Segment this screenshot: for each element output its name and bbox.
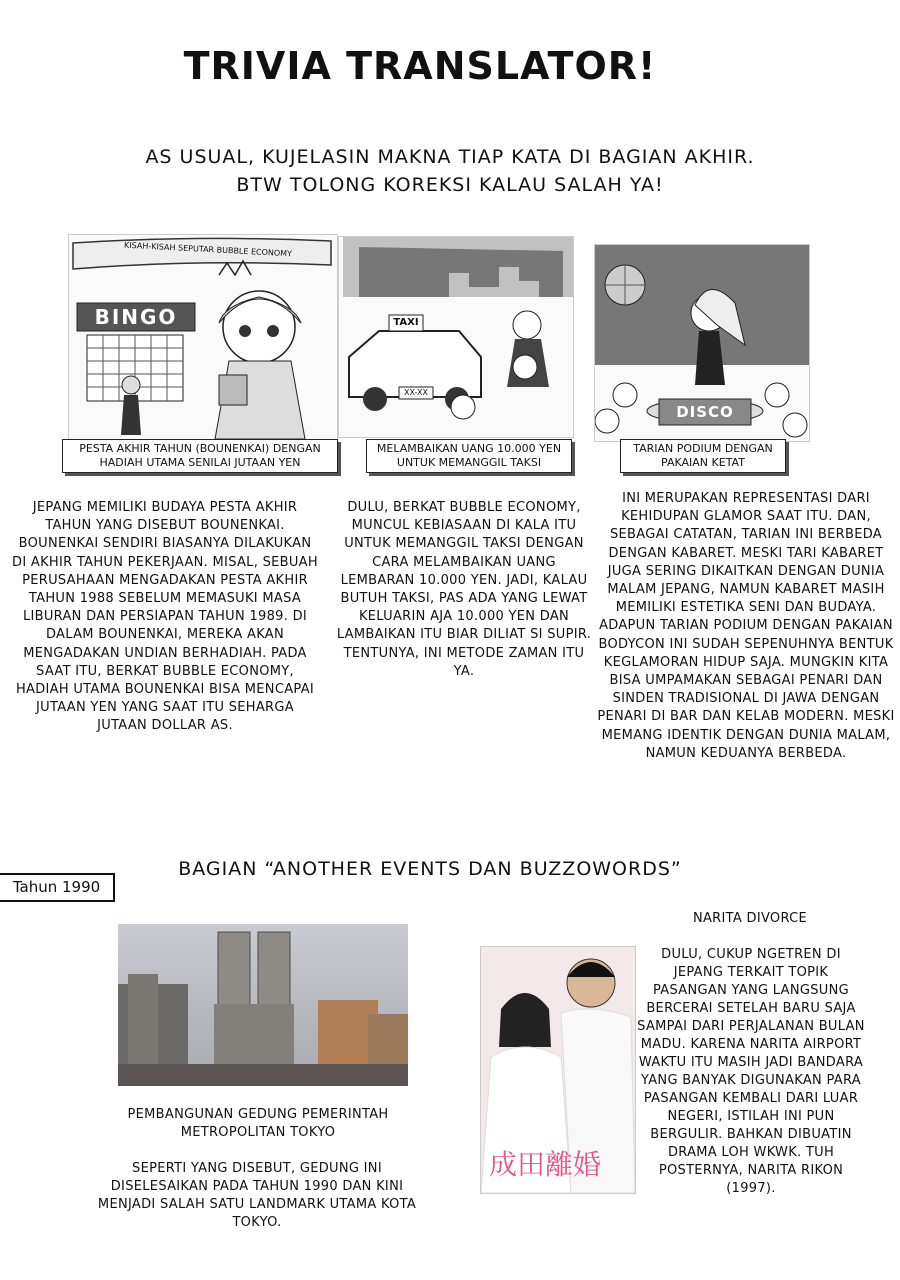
panel-caption-bingo: PESTA AKHIR TAHUN (BOUNENKAI) DENGAN HADIAH UTAMA SENILAI JUTAAN YEN (62, 439, 338, 473)
text-disco: INI MERUPAKAN REPRESENTASI DARI KEHIDUPAN GLAMOR SAAT ITU. DAN, SEBAGAI CATATAN, TARIAN INI BERBEDA DENGAN KABARET. MESKI TARI KABARET JUGA SERING DIKAITKAN DENGAN DUNIA MALAM JEPANG, NAMUN KABARET MASIH MEMILIKI ESTETIKA SENI DAN BUDAYA. ADAPUN TARIAN PODIUM DENGAN PAKAIAN BODYCON INI SUDAH SEPENUHNYA BENTUK KEGLAMORAN HIDUP SAJA. MUNGKIN KITA BISA UMPAMAKAN SEBAGAI PENARI DAN SINDEN TRADISIONAL DI JAWA DENGAN PENARI DI BAR DAN KELAB MODERN. MESKI MEMANG IDENTIK DENGAN DUNIA MALAM, NAMUN KEDUANYA BERBEDA. (597, 491, 895, 761)
subtitle (0, 143, 900, 199)
disco-sign: DISCO (676, 403, 734, 421)
panel-caption-disco: TARIAN PODIUM DENGAN PAKAIAN KETAT (620, 439, 786, 473)
taxi-plate: XX-XX (403, 388, 428, 397)
narita-divorce-text: DULU, CUKUP NGETREN DI JEPANG TERKAIT TOPIK PASANGAN YANG LANGSUNG BERCERAI SETELAH BARU SAJA SAMPAI DARI PERJALANAN BULAN MADU. KARENA NARITA AIRPORT WAKTU ITU MASIH JADI BANDARA YANG BANYAK DIGUNAKAN PARA PASANGAN KEMBALI DARI LUAR NEGERI, ISTILAH INI PUN BERGULIR. BAHKAN DIBUATIN DRAMA LOH WKWK. TUH POSTERNYA, NARITA RIKON (1997). (637, 947, 865, 1196)
taxi-illustration (339, 237, 573, 437)
narita-rikon-poster (480, 946, 636, 1194)
bingo-sign: BINGO (94, 305, 178, 329)
panel-banner: KISAH-KISAH SEPUTAR BUBBLE ECONOMY (123, 240, 293, 259)
panel-disco-illustration (594, 244, 810, 442)
panel-caption-taxi: MELAMBAIKAN UANG 10.000 YEN UNTUK MEMANGGIL TAKSI (366, 439, 572, 473)
tokyo-building-title: PEMBANGUNAN GEDUNG PEMERINTAH METROPOLITAN TOKYO (127, 1107, 389, 1140)
year-label: Tahun 1990 (0, 873, 115, 902)
panel-taxi-illustration (338, 236, 574, 438)
bingo-illustration (69, 235, 337, 445)
tokyo-building-photo (118, 924, 408, 1086)
panel-bingo-illustration (68, 234, 338, 446)
tokyo-building-text: SEPERTI YANG DISEBUT, GEDUNG INI DISELESAIKAN PADA TAHUN 1990 DAN KINI MENJADI SALAH SATU LANDMARK UTAMA KOTA TOKYO. (97, 1161, 417, 1230)
section-heading: BAGIAN “ANOTHER EVENTS DAN BUZZOWORDS” (178, 858, 682, 880)
text-bounenkai: JEPANG MEMILIKI BUDAYA PESTA AKHIR TAHUN YANG DISEBUT BOUNENKAI. BOUNENKAI SENDIRI BIASANYA DILAKUKAN DI AKHIR TAHUN PEKERJAAN. MISAL, SEBUAH PERUSAHAAN MENGADAKAN PESTA AKHIR TAHUN 1988 SEBELUM MEMASUKI MASA LIBURAN DAN PERSIAPAN TAHUN 1989. DI DALAM BOUNENKAI, MEREKA AKAN MENGADAKAN UNDIAN BERHADIAH. PADA SAAT ITU, BERKAT BUBBLE ECONOMY, HADIAH UTAMA BOUNENKAI BISA MENCAPAI JUTAAN YEN YANG SAAT ITU SEHARGA JUTAAN DOLLAR AS. (12, 500, 318, 734)
page-title: TRIVIA TRANSLATOR! (183, 44, 657, 88)
subtitle-line-2: BTW TOLONG KOREKSI KALAU SALAH YA! (236, 174, 664, 196)
subtitle-line-1: AS USUAL, KUJELASIN MAKNA TIAP KATA DI BAGIAN AKHIR. (145, 146, 755, 168)
taxi-sign: TAXI (393, 317, 419, 328)
poster-title: 成田離婚 (489, 1148, 602, 1181)
narita-divorce-title: NARITA DIVORCE (692, 911, 808, 926)
text-taxi: DULU, BERKAT BUBBLE ECONOMY, MUNCUL KEBIASAAN DI KALA ITU UNTUK MEMANGGIL TAKSI DENGAN CARA MELAMBAIKAN UANG LEMBARAN 10.000 YEN. JADI, KALAU BUTUH TAKSI, PAS ADA YANG LEWAT KELUARIN AJA 10.000 YEN DAN LAMBAIKAN ITU BIAR DILIAT SI SUPIR. TENTUNYA, INI METODE ZAMAN ITU YA. (336, 500, 592, 679)
